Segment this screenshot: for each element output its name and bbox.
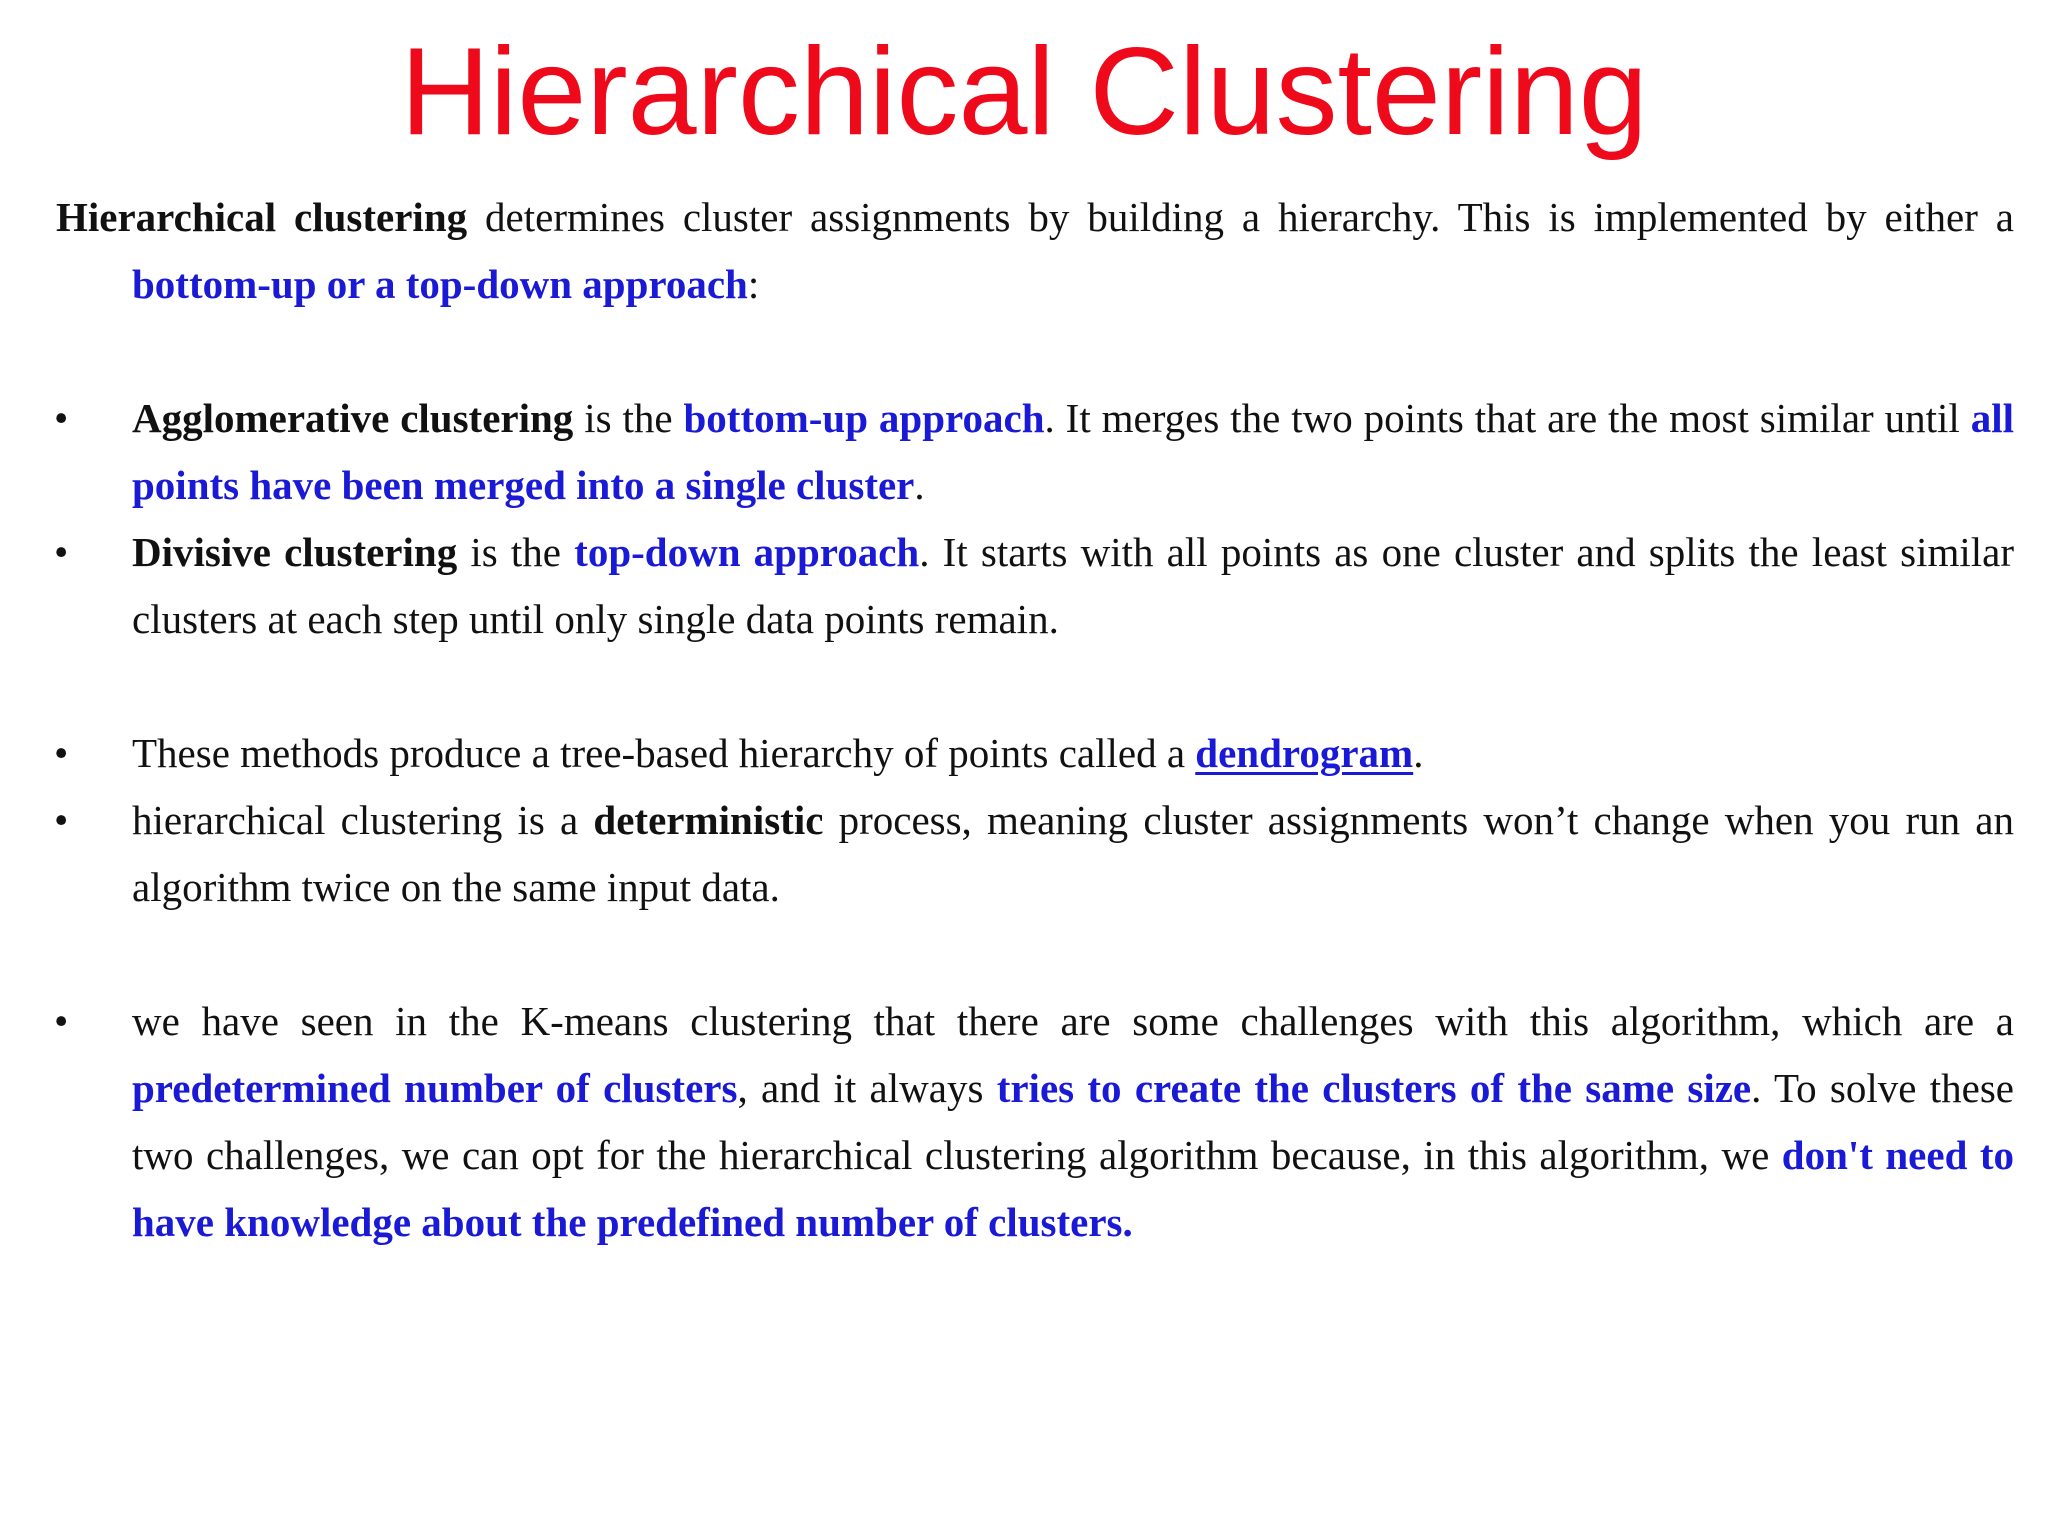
bullet-highlight: predetermined number of clusters bbox=[132, 1065, 738, 1111]
bullet-highlight: top-down approach bbox=[574, 529, 920, 575]
bullet-text: process, meaning cluster assignments won’t change when you run an algorithm twice on the same input data. bbox=[132, 797, 2014, 910]
bullet-dot: • bbox=[54, 998, 69, 1044]
bullet-highlight: bottom-up approach bbox=[683, 395, 1045, 441]
bullet-term: deterministic bbox=[593, 797, 824, 843]
bullet-deterministic bbox=[56, 787, 2014, 921]
bullet-dendrogram bbox=[56, 720, 2014, 787]
bullet-text: . bbox=[914, 462, 925, 508]
bullet-text: . It merges the two points that are the most similar until bbox=[1044, 395, 1971, 441]
bullet-dot: • bbox=[54, 395, 69, 441]
bullet-text: , and it always bbox=[737, 1065, 997, 1111]
bullet-term: Divisive clustering bbox=[132, 529, 458, 575]
intro-paragraph bbox=[56, 184, 2014, 318]
bullet-text: we have seen in the K-means clustering that there are some challenges with this algorithm, which are a bbox=[132, 998, 2014, 1044]
bullet-kmeans bbox=[56, 988, 2014, 1256]
bullet-dot: • bbox=[54, 529, 69, 575]
slide-title: Hierarchical Clustering bbox=[400, 23, 1648, 161]
bullet-dot: • bbox=[54, 797, 69, 843]
dendrogram-link[interactable]: dendrogram bbox=[1195, 730, 1414, 776]
bullet-text: These methods produce a tree-based hierarchy of points called a bbox=[132, 730, 1196, 776]
bullet-text: is the bbox=[457, 529, 575, 575]
slide-body bbox=[56, 184, 2014, 1256]
intro-text-1: determines cluster assignments by building a hierarchy. This is implemented by either a bbox=[467, 194, 2014, 240]
bullet-divisive bbox=[56, 519, 2014, 653]
intro-highlight: bottom-up or a top-down approach bbox=[132, 261, 748, 307]
bullet-text: . To solve these two challenges, we can opt for the hierarchical clustering algorithm because, in this algorithm, we bbox=[132, 1065, 2014, 1178]
bullet-text: . It starts with all points as one cluster and splits the least similar clusters at each step until only single data points remain. bbox=[132, 529, 2014, 642]
bullet-text: hierarchical clustering is a bbox=[132, 797, 594, 843]
bullet-dot: • bbox=[54, 730, 69, 776]
intro-text-2: : bbox=[747, 261, 760, 307]
spacer bbox=[56, 921, 2014, 988]
bullet-term: Agglomerative clustering bbox=[132, 395, 574, 441]
bullet-text: . bbox=[1413, 730, 1424, 776]
bullet-highlight: don't need to have knowledge about the predefined number of clusters. bbox=[132, 1132, 2014, 1245]
intro-term: Hierarchical clustering bbox=[56, 194, 468, 240]
bullet-highlight: all points have been merged into a single cluster bbox=[132, 395, 2014, 508]
bullet-text: is the bbox=[573, 395, 684, 441]
bullet-highlight: tries to create the clusters of the same size bbox=[996, 1065, 1752, 1111]
spacer bbox=[56, 318, 2014, 385]
bullet-agglomerative bbox=[56, 385, 2014, 519]
spacer bbox=[56, 653, 2014, 720]
